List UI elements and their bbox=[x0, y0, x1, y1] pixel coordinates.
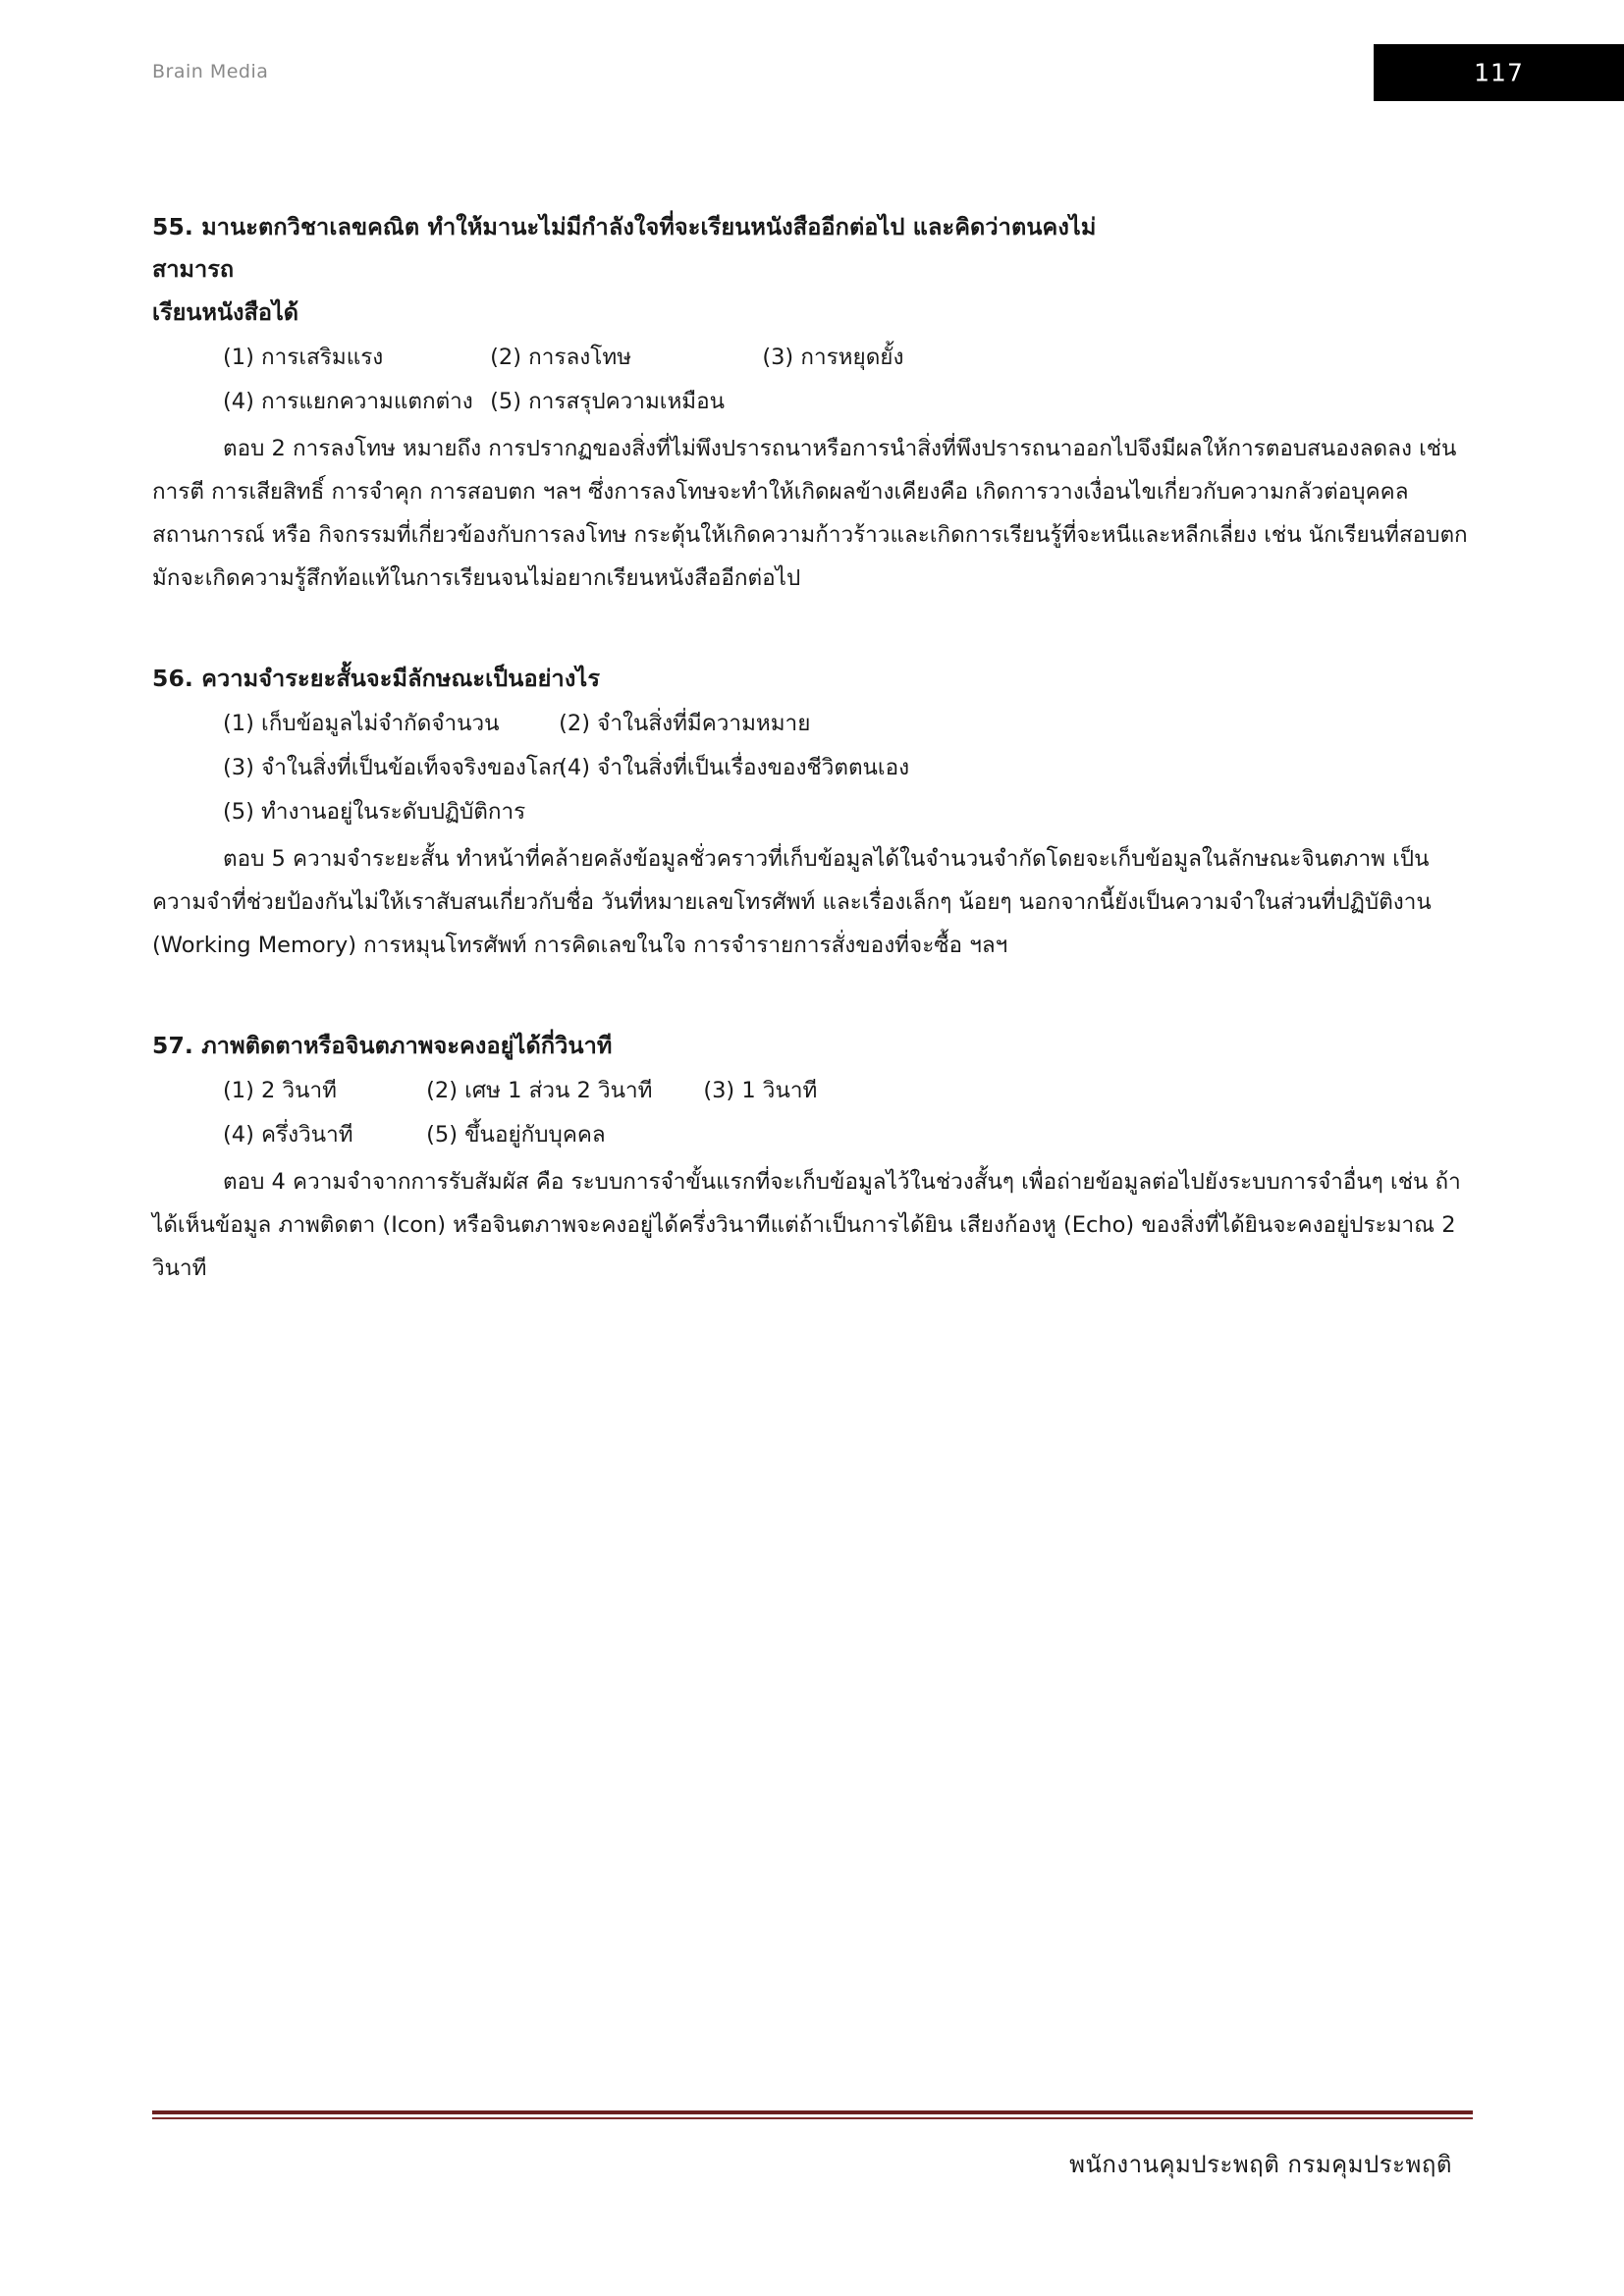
choice-row bbox=[223, 336, 1473, 380]
page-number-badge bbox=[1374, 44, 1624, 101]
choice-option[interactable]: (2) จำในสิ่งที่มีความหมาย bbox=[559, 711, 811, 737]
section-gap bbox=[152, 611, 1473, 658]
choice-option[interactable]: (5) ขึ้นอยู่กับบุคคล bbox=[426, 1122, 606, 1148]
question-55-title-line2: สามารถ bbox=[152, 255, 235, 284]
choice-option[interactable]: (2) เศษ 1 ส่วน 2 วินาที bbox=[426, 1078, 653, 1104]
choice-option[interactable]: (3) การหยุดยั้ง bbox=[762, 345, 904, 371]
choice-row bbox=[223, 746, 1473, 790]
question-57-title: 57. ภาพติดตาหรือจินตภาพจะคงอยู่ได้กี่วินาที bbox=[152, 1032, 613, 1059]
choice-row bbox=[223, 702, 1473, 746]
question-56-title: 56. ความจำระยะสั้นจะมีลักษณะเป็นอย่างไร bbox=[152, 664, 601, 692]
question-57-answer: ตอบ 4 ความจำจากการรับสัมผัส คือ ระบบการจำขั้นแรกที่จะเก็บข้อมูลไว้ในช่วงสั้นๆ เพื่อถ่ายข้อมูลต่อไปยังระบบการจำอื่นๆ เช่น ถ้าได้เห็นข้อมูล ภาพติดตา (Icon) หรือจินตภาพจะคงอยู่ได้ครึ่งวินาทีแต่ถ้าเป็นการได้ยิน เสียงก้องหู (Echo) ของสิ่งที่ได้ยินจะคงอยู่ประมาณ 2 วินาที bbox=[152, 1169, 1461, 1282]
choice-option[interactable]: (1) 2 วินาที bbox=[223, 1078, 337, 1104]
question-57-choices bbox=[152, 1069, 1473, 1157]
question-block-55 bbox=[152, 206, 1473, 601]
document-body bbox=[152, 206, 1473, 1301]
choice-option[interactable]: (3) 1 วินาที bbox=[703, 1078, 818, 1104]
choice-option[interactable]: (1) การเสริมแรง bbox=[223, 345, 384, 371]
choice-row bbox=[223, 790, 1473, 834]
choice-option[interactable]: (3) จำในสิ่งที่เป็นข้อเท็จจริงของโลก bbox=[223, 755, 566, 781]
section-gap bbox=[152, 978, 1473, 1025]
question-56-answer: ตอบ 5 ความจำระยะสั้น ทำหน้าที่คล้ายคลังข้อมูลชั่วคราวที่เก็บข้อมูลได้ในจำนวนจำกัดโดยจะเก็บข้อมูลในลักษณะจินตภาพ เป็นความจำที่ช่วยป้องกันไม่ให้เราสับสนเกี่ยวกับชื่อ วันที่หมายเลขโทรศัพท์ และเรื่องเล็กๆ น้อยๆ นอกจากนี้ยังเป็นความจำในส่วนที่ปฏิบัติงาน (Working Memory) การหมุนโทรศัพท์ การคิดเลขในใจ การจำรายการสั่งของที่จะซื้อ ฯลฯ bbox=[152, 846, 1432, 959]
footer-label: พนักงานคุมประพฤติ กรมคุมประพฤติ bbox=[1069, 2151, 1452, 2178]
page-number: 117 bbox=[1474, 58, 1524, 87]
question-55-title: 55. มานะตกวิชาเลขคณิต ทำให้มานะไม่มีกำลังใจที่จะเรียนหนังสืออีกต่อไป และคิดว่าตนคงไม่ bbox=[152, 213, 1097, 240]
choice-option[interactable]: (1) เก็บข้อมูลไม่จำกัดจำนวน bbox=[223, 711, 500, 737]
choice-option[interactable]: (2) การลงโทษ bbox=[490, 345, 632, 371]
choice-option[interactable]: (4) การแยกความแตกต่าง bbox=[223, 389, 473, 415]
footer-divider-secondary bbox=[152, 2117, 1473, 2119]
choice-option[interactable]: (4) จำในสิ่งที่เป็นเรื่องของชีวิตตนเอง bbox=[559, 755, 910, 781]
choice-option[interactable]: (5) ทำงานอยู่ในระดับปฏิบัติการ bbox=[223, 799, 526, 826]
question-55-answer: ตอบ 2 การลงโทษ หมายถึง การปรากฏของสิ่งที่ไม่พึงปรารถนาหรือการนำสิ่งที่พึงปรารถนาออกไปจึงมีผลให้การตอบสนองลดลง เช่น การตี การเสียสิทธิ์ การจำคุก การสอบตก ฯลฯ ซึ่งการลงโทษจะทำให้เกิดผลข้างเคียงคือ เกิดการวางเงื่อนไขเกี่ยวกับความกลัวต่อบุคคล สถานการณ์ หรือ กิจกรรมที่เกี่ยวข้องกับการลงโทษ กระตุ้นให้เกิดความก้าวร้าวและเกิดการเรียนรู้ที่จะหนีและหลีกเลี่ยง เช่น นักเรียนที่สอบตกมักจะเกิดความรู้สึกท้อแท้ในการเรียนจนไม่อยากเรียนหนังสืออีกต่อไป bbox=[152, 436, 1468, 592]
question-block-57 bbox=[152, 1025, 1473, 1291]
choice-row bbox=[223, 1069, 1473, 1113]
choice-option[interactable]: (5) การสรุปความเหมือน bbox=[490, 389, 726, 415]
question-55-choices bbox=[152, 336, 1473, 424]
choice-option[interactable]: (4) ครึ่งวินาที bbox=[223, 1122, 353, 1148]
brand-label: Brain Media bbox=[152, 61, 269, 82]
question-55-title-line3: เรียนหนังสือได้ bbox=[152, 297, 299, 326]
question-56-choices bbox=[152, 702, 1473, 834]
footer-divider bbox=[152, 2110, 1473, 2114]
choice-row bbox=[223, 380, 1473, 424]
choice-row bbox=[223, 1113, 1473, 1157]
question-block-56 bbox=[152, 658, 1473, 968]
